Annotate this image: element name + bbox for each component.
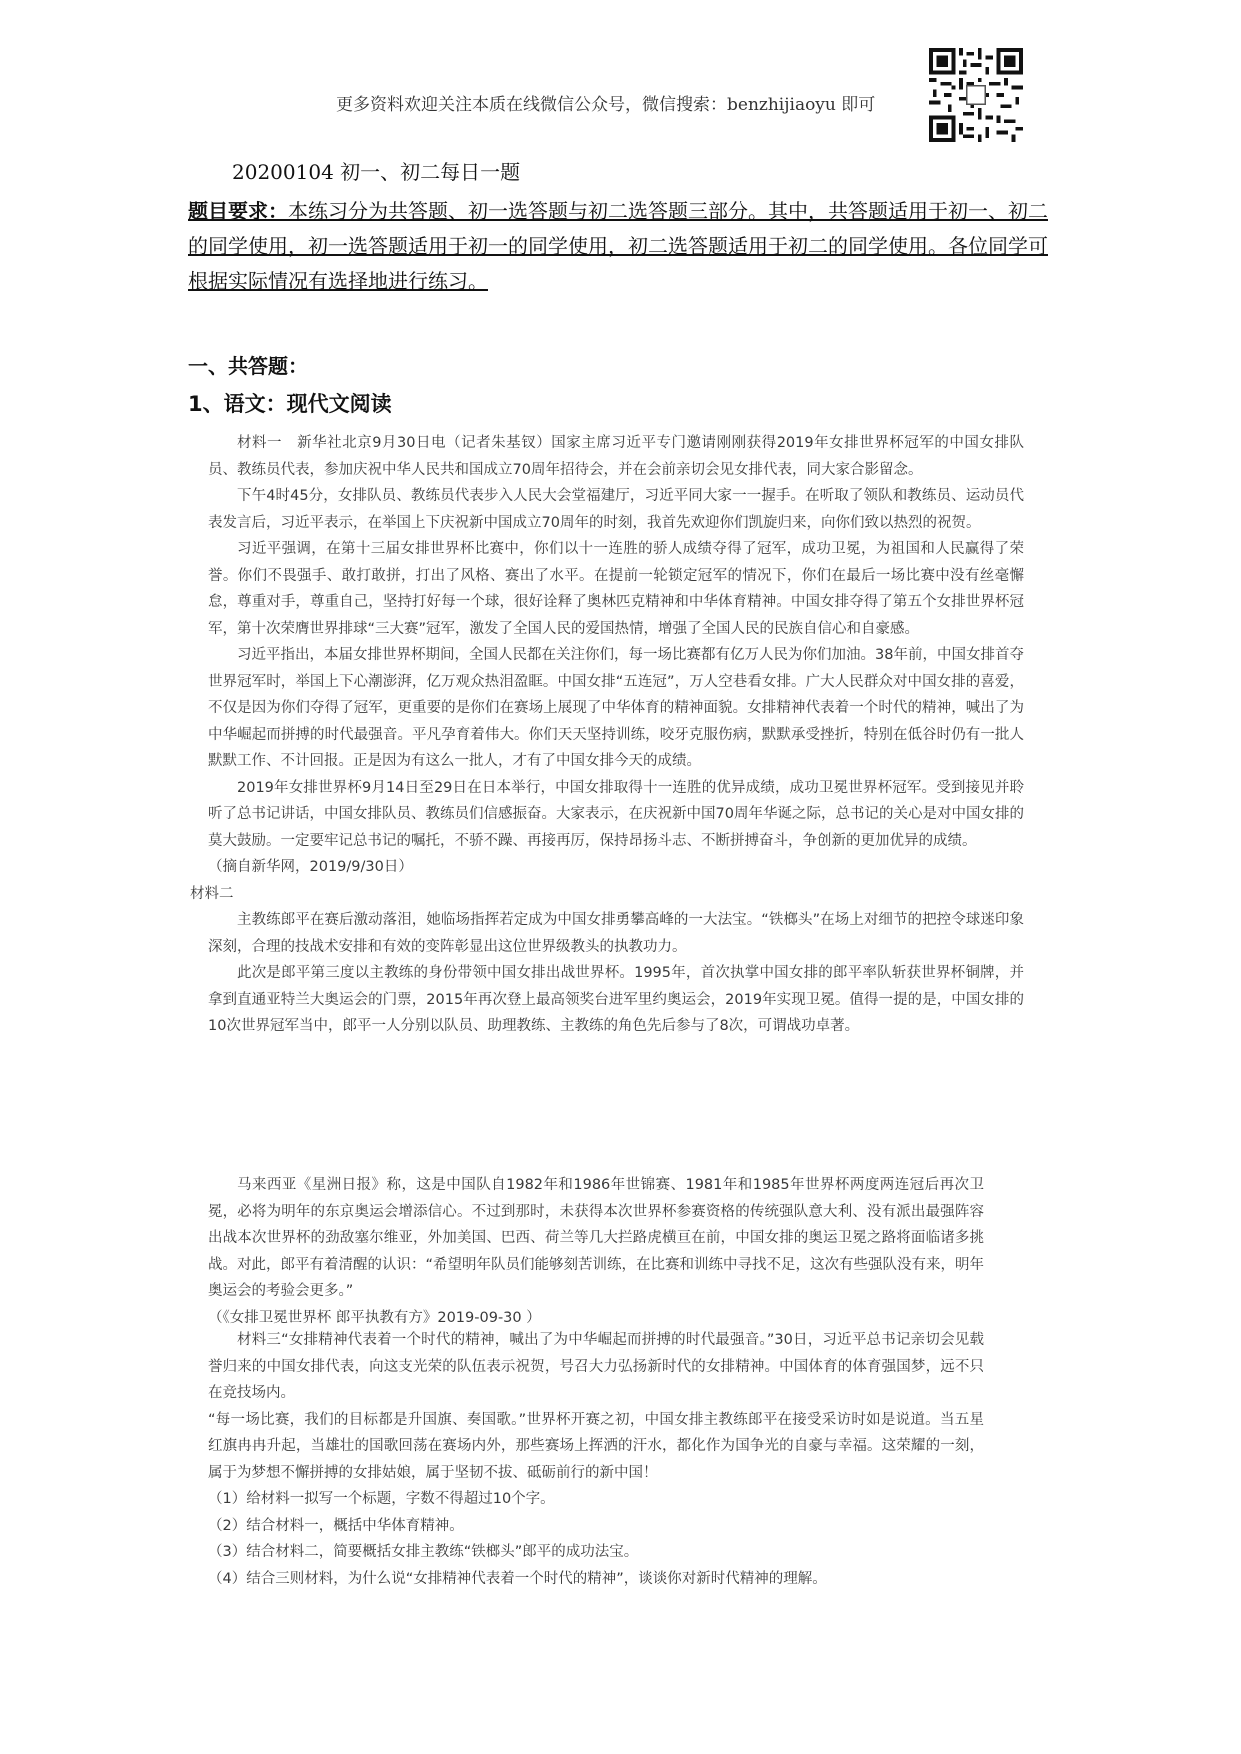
material-one-para-3: 习近平强调，在第十三届女排世界杯比赛中，你们以十一连胜的骄人成绩夺得了冠军，成功卫冕，为祖国和人民赢得了荣誉。你们不畏强手、敢打敢拼，打出了风格、赛出了水平。在提前一轮锁定冠军的情况下，你们在最后一场比赛中没有丝毫懈怠，尊重对手，尊重自己，坚持打好每一个球，很好诠释了奥林匹克精神和中华体育精神。中国女排夺得了第五个女排世界杯冠军，第十次荣膺世界排球“三大赛”冠军，激发了全国人民的爱国热情，增强了全国人民的民族自信心和自豪感。 (208, 541, 1024, 637)
requirement-text: 本练习分为共答题、初一选答题与初二选答题三部分。其中，共答题适用于初一、初二的同学使用，初一选答题适用于初一的同学使用，初二选答题适用于初二的同学使用。各位同学可根据实际情况有选择地进行练习。 (188, 199, 1048, 293)
material-two-source: （《女排卫冕世界杯 郎平执教有方》2019-09-30 ） (208, 1309, 541, 1326)
material-two-para-3: 马来西亚《星洲日报》称，这是中国队自1982年和1986年世锦赛、1981年和1985年世界杯两度两连冠后再次卫冕，必将为明年的东京奥运会增添信心。不过到那时，未获得本次世界杯参赛资格的传统强队意大利、没有派出最强阵容出战本次世界杯的劲敌塞尔维亚，外加美国、巴西、荷兰等几大拦路虎横亘在前，中国女排的奥运卫冕之路将面临诸多挑战。对此，郎平有着清醒的认识：“希望明年队员们能够刻苦训练，在比赛和训练中寻找不足，这次有些强队没有来，明年奥运会的考验会更多。” (208, 1177, 985, 1299)
material-three (208, 1327, 984, 1592)
question-2: （2）结合材料一，概括中华体育精神。 (208, 1517, 464, 1534)
subsection-heading: 1、语文：现代文阅读 (188, 392, 392, 416)
qr-code-icon (929, 48, 1023, 142)
requirement-paragraph (188, 194, 1058, 299)
header-note: 更多资料欢迎关注本质在线微信公众号，微信搜索：benzhijiaoyu 即可 (336, 95, 876, 115)
material-one-para-1: 材料一 新华社北京9月30日电（记者朱基钗）国家主席习近平专门邀请刚刚获得2019年女排世界杯冠军的中国女排队员、教练员代表，参加庆祝中华人民共和国成立70周年招待会，并在会前亲切会见女排代表，同大家合影留念。 (208, 435, 1024, 478)
section-heading: 一、共答题： (188, 354, 308, 378)
material-one-para-4: 习近平指出，本届女排世界杯期间，全国人民都在关注你们，每一场比赛都有亿万人民为你们加油。38年前，中国女排首夺世界冠军时，举国上下心潮澎湃，亿万观众热泪盈眶。中国女排“五连冠”，万人空巷看女排。广大人民群众对中国女排的喜爱，不仅是因为你们夺得了冠军，更重要的是你们在赛场上展现了中华体育的精神面貌。女排精神代表着一个时代的精神，喊出了为中华崛起而拼搏的时代最强音。平凡孕育着伟大。你们天天坚持训练，咬牙克服伤病，默默承受挫折，特别在低谷时仍有一批人默默工作、不计回报。正是因为有这么一批人，才有了中国女排今天的成绩。 (208, 647, 1024, 769)
material-three-para-2: “每一场比赛，我们的目标都是升国旗、奏国歌。”世界杯开赛之初，中国女排主教练郎平在接受采访时如是说道。当五星红旗冉冉升起，当雄壮的国歌回荡在赛场内外，那些赛场上挥洒的汗水，都化作为国争光的自豪与幸福。这荣耀的一刻，属于为梦想不懈拼搏的女排姑娘，属于坚韧不拔、砥砺前行的新中国！ (208, 1411, 984, 1481)
question-1: （1）给材料一拟写一个标题，字数不得超过10个字。 (208, 1491, 555, 1507)
material-two-continued (208, 1172, 984, 1331)
requirement-label: 题目要求： (188, 199, 288, 223)
material-two-para-2: 此次是郎平第三度以主教练的身份带领中国女排出战世界杯。1995年，首次执掌中国女排的郎平率队斩获世界杯铜牌，并拿到直通亚特兰大奥运会的门票，2015年再次登上最高领奖台进军里约奥运会，2019年实现卫冕。值得一提的是，中国女排的10次世界冠军当中，郎平一人分别以队员、助理教练、主教练的角色先后参与了8次，可谓战功卓著。 (208, 965, 1024, 1034)
doc-title: 20200104 初一、初二每日一题 (232, 160, 521, 184)
material-two-para-1: 主教练郎平在赛后激动落泪，她临场指挥若定成为中国女排勇攀高峰的一大法宝。“铁榔头”在场上对细节的把控令球迷印象深刻，合理的技战术安排和有效的变阵彰显出这位世界级教头的执教功力。 (208, 912, 1024, 955)
material-one-para-5: 2019年女排世界杯9月14日至29日在日本举行，中国女排取得十一连胜的优异成绩，成功卫冕世界杯冠军。受到接见并聆听了总书记讲话，中国女排队员、教练员们信感振奋。大家表示，在庆祝新中国70周年华诞之际，总书记的关心是对中国女排的莫大鼓励。一定要牢记总书记的嘱托，不骄不躁、再接再厉，保持昂扬斗志、不断拼搏奋斗，争创新的更加优异的成绩。 (208, 779, 1024, 849)
material-three-para-1: 材料三“女排精神代表着一个时代的精神，喊出了为中华崛起而拼搏的时代最强音。”30日，习近平总书记亲切会见载誉归来的中国女排代表，向这支光荣的队伍表示祝贺，号召大力弘扬新时代的女排精神。中国体育的体育强国梦，远不只在竞技场内。 (208, 1332, 984, 1401)
material-one-source: （摘自新华网，2019/9/30日） (208, 859, 413, 875)
question-4: （4）结合三则材料，为什么说“女排精神代表着一个时代的精神”，谈谈你对新时代精神的理解。 (208, 1570, 827, 1587)
material-one-para-2: 下午4时45分，女排队员、教练员代表步入人民大会堂福建厅，习近平同大家一一握手。在听取了领队和教练员、运动员代表发言后，习近平表示，在举国上下庆祝新中国成立70周年的时刻，我首先欢迎你们凯旋归来，向你们致以热烈的祝贺。 (208, 488, 1024, 531)
question-3: （3）结合材料二，简要概括女排主教练“铁榔头”郎平的成功法宝。 (208, 1544, 639, 1560)
material-two-label: 材料二 (190, 885, 234, 902)
material-one (190, 430, 1024, 1040)
